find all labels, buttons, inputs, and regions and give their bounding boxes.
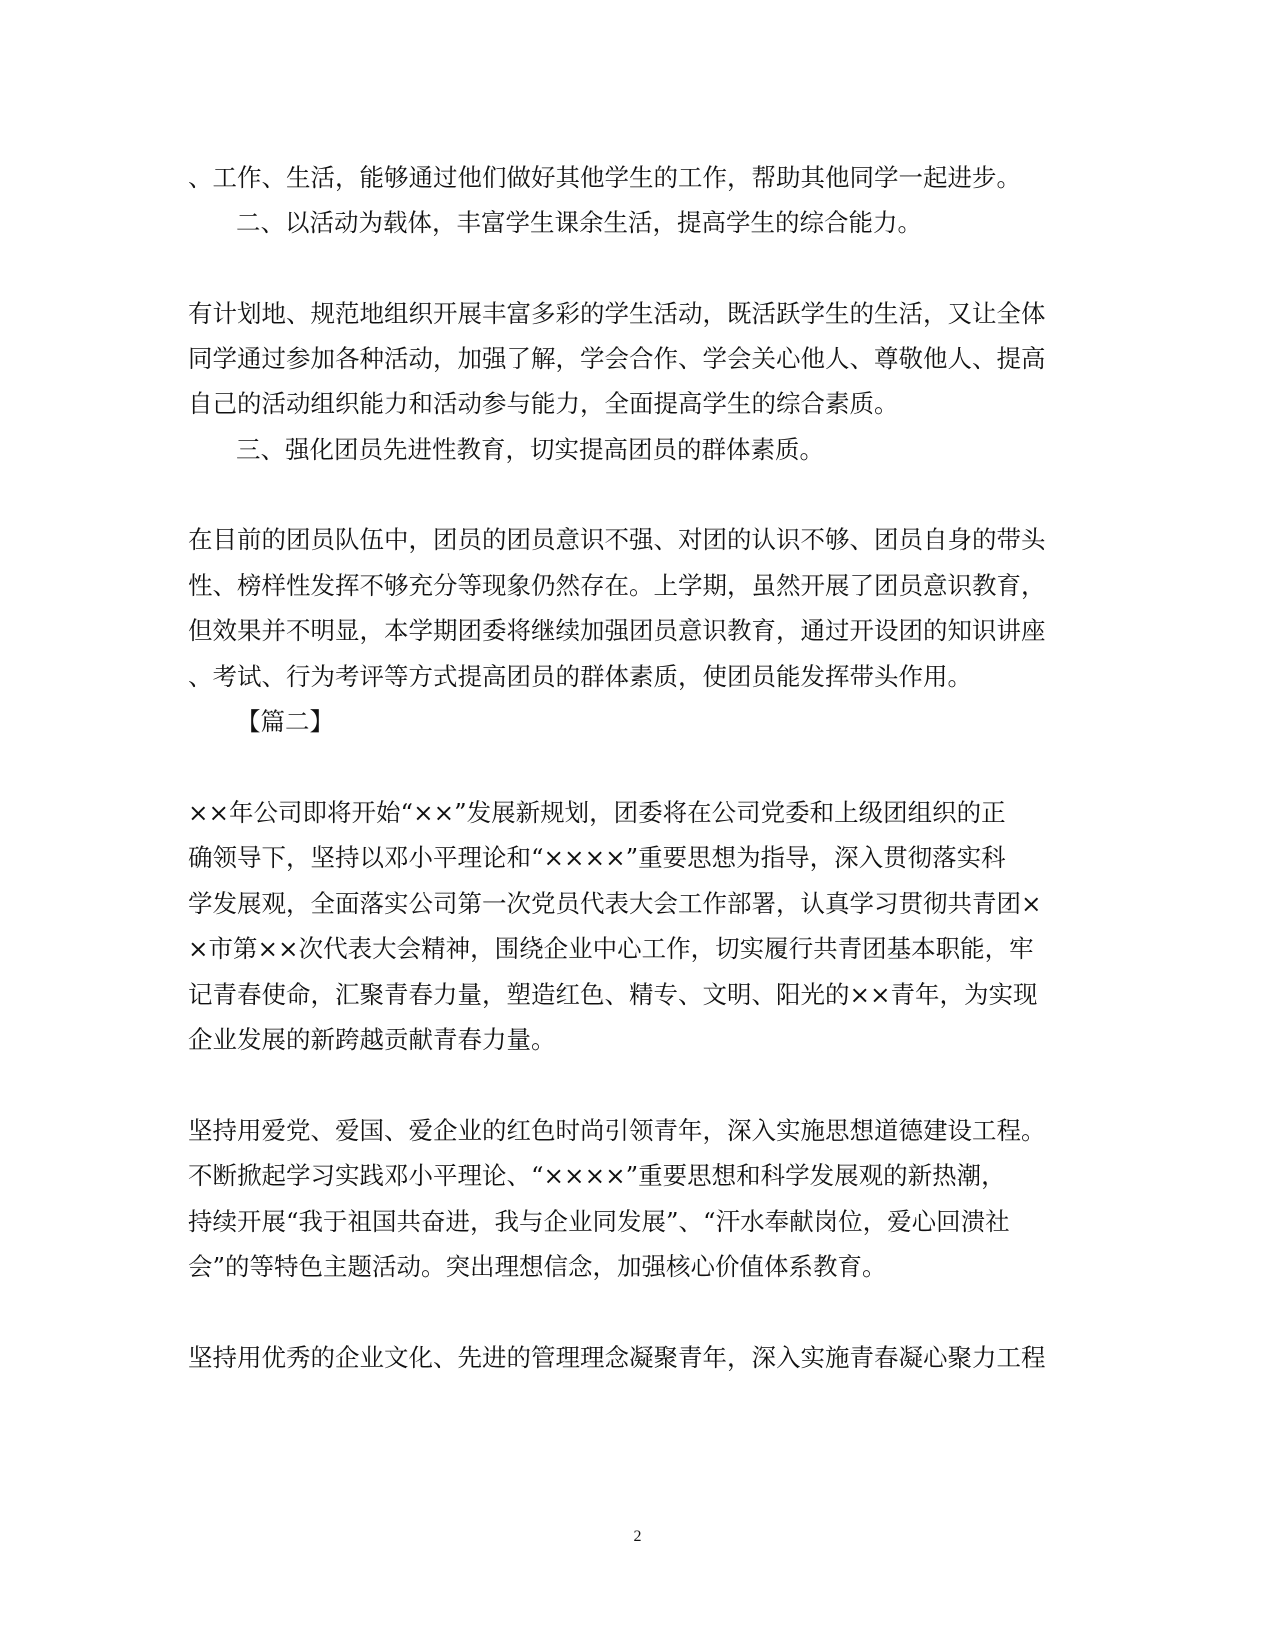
text-line: 同学通过参加各种活动，加强了解，学会合作、学会关心他人、尊敬他人、提高 <box>188 344 1046 373</box>
text-line: 不断掀起学习实践邓小平理论、“××××”重要思想和科学发展观的新热潮， <box>188 1161 1006 1190</box>
text-line: 坚持用爱党、爱国、爱企业的红色时尚引领青年，深入实施思想道德建设工程。 <box>188 1116 1046 1145</box>
text-line: 、工作、生活，能够通过他们做好其他学生的工作，帮助其他同学一起进步。 <box>188 163 1021 192</box>
text-line: ×市第××次代表大会精神，围绕企业中心工作，切实履行共青团基本职能，牢 <box>188 934 1034 963</box>
text-line: ××年公司即将开始“××”发展新规划，团委将在公司党委和上级团组织的正 <box>188 798 1006 827</box>
text-line: 有计划地、规范地组织开展丰富多彩的学生活动，既活跃学生的生活，又让全体 <box>188 299 1046 328</box>
page-number: 2 <box>633 1528 642 1545</box>
text-line: 记青春使命，汇聚青春力量，塑造红色、精专、文明、阳光的××青年，为实现 <box>188 980 1038 1009</box>
text-line: 坚持用优秀的企业文化、先进的管理理念凝聚青年，深入实施青春凝心聚力工程 <box>188 1343 1046 1372</box>
text-line: 确领导下，坚持以邓小平理论和“××××”重要思想为指导，深入贯彻落实科 <box>188 843 1006 872</box>
text-line: 、考试、行为考评等方式提高团员的群体素质，使团员能发挥带头作用。 <box>188 662 972 691</box>
text-line: 企业发展的新跨越贡献青春力量。 <box>188 1025 556 1054</box>
section-heading: 三、强化团员先进性教育，切实提高团员的群体素质。 <box>236 435 824 464</box>
text-line: 持续开展“我于祖国共奋进，我与企业同发展”、“汗水奉献岗位，爱心回溃社 <box>188 1207 1010 1236</box>
text-line: 但效果并不明显，本学期团委将继续加强团员意识教育，通过开设团的知识讲座 <box>188 616 1046 645</box>
text-line: 在目前的团员队伍中，团员的团员意识不强、对团的认识不够、团员自身的带头 <box>188 525 1046 554</box>
text-line: 自己的活动组织能力和活动参与能力，全面提高学生的综合素质。 <box>188 389 899 418</box>
part-heading: 【篇二】 <box>236 707 334 736</box>
text-line: 性、榜样性发挥不够充分等现象仍然存在。上学期，虽然开展了团员意识教育， <box>188 571 1046 600</box>
section-heading: 二、以活动为载体，丰富学生课余生活，提高学生的综合能力。 <box>236 208 922 237</box>
text-line: 学发展观，全面落实公司第一次党员代表大会工作部署，认真学习贯彻共青团× <box>188 889 1042 918</box>
text-line: 会”的等特色主题活动。突出理想信念，加强核心价值体系教育。 <box>188 1252 887 1281</box>
